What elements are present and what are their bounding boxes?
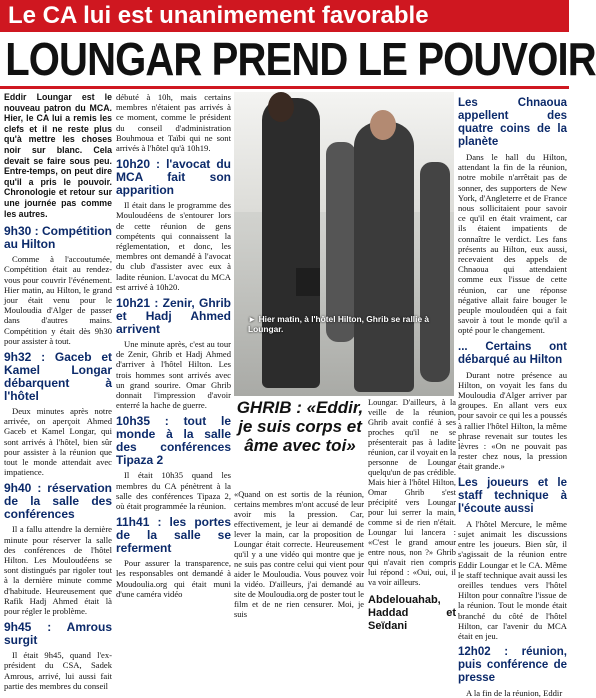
section-text: A l'hôtel Mercure, le même sujet animait les discussions entre les joueurs. Bien sûr, il s'agissait de la réunion entre Eddir Loungar et le CA. Même le staff technique avait aussi les oreilles tendues vers l'hôtel Hilton pour connaître l'issue de la réunion. Tout le monde était branché du côté de l'hôtel Hilton, car l'avenir du MCA était en jeu. <box>458 518 567 641</box>
section-heading: 10h35 : tout le monde à la salle des conférences Tipaza 2 <box>116 414 231 468</box>
section-heading: 10h20 : l'avocat du MCA fait son apparition <box>116 157 231 198</box>
photo-figure <box>420 162 450 382</box>
photo-figure-head <box>268 92 294 122</box>
section-heading: ... Certains ont débarqué au Hilton <box>458 340 567 366</box>
section-heading: Les joueurs et le staff technique à l'écoute aussi <box>458 476 567 515</box>
section-text: Une minute après, c'est au tour de Zenir, Ghrib et Hadj Ahmed d'arriver à l'hôtel Hilton. Les trois hommes sont arrivés avec un grand sourire. Omar Ghrib donnait l'impression d'avoir enterré la hache de guerre. <box>116 339 231 411</box>
column-middle <box>116 92 231 599</box>
photo-figure <box>326 142 356 342</box>
headline-rule <box>0 86 569 89</box>
caption-marker-icon: ► <box>248 314 259 324</box>
section-text: A la fin de la réunion, Eddir <box>466 688 563 698</box>
photo-caption-text: Hier matin, à l'hôtel Hilton, Ghrib se rallie à Loungar. <box>248 314 430 334</box>
section-text: Dans le hall du Hilton, attendant la fin de la réunion, notre mobile n'arrêtait pas de sonner, des supporters de New York, d'Angleterre et de France nous sollicitaient pour savoir ce qu'il en était vraiment, car ils étaient impatients de connaître le verdict. Les fans présents au Hilton, eux aussi, recevaient des appels de Chnaoua qui attendaient comme eux l'issue de cette réunion, car une réponse négative allait faire bouger le peuple mouloudéen qui a fait savoir à tout le monde qu'il a opté pour le changement. <box>458 152 567 336</box>
column-right <box>458 92 567 698</box>
section-text: Il était dans le programme des Mouloudéens de s'entourer lors de cette réunion de gens compétents qui connaissent la réglementation, et donc, les membres ont demandé à l'avocat du club d'assister avec eux à ladite réunion. L'avocat du MCA est arrivé à 10h20. <box>116 200 231 292</box>
section-text: débuté à 10h, mais certains membres n'étaient pas arrivés à ce moment, comme le président du conseil d'administration Bouhmoua et Taïbi qui ne sont arrivés à l'hôtel qu'à 10h19. <box>116 92 231 154</box>
section-text: Pour assurer la transparence, les responsables ont demandé à Moudoulia.org qui était muni d'une caméra vidéo <box>116 558 231 599</box>
quote-headline: GHRIB : «Eddir, je suis corps et âme avec toi» <box>236 398 364 455</box>
section-text: Il était 10h35 quand les membres du CA pénètrent à la salle des conférences Tipaza 2, où était programmée la réunion. <box>116 470 231 512</box>
section-heading: 9h32 : Gaceb et Kamel Longar débarquent à l'hôtel <box>4 349 112 403</box>
quote-continuation <box>368 398 456 632</box>
section-heading: 9h40 : réservation de la salle des conférences <box>4 481 112 522</box>
section-heading: 9h45 : Amrous surgit <box>4 620 112 648</box>
section-text: Durant notre présence au Hilton, on voyait les fans du Mouloudia d'Alger arriver par groupes. En allant vers eux pour savoir ce qui les a poussés à rallier l'hôtel Hilton, la même phrase revenait sur toutes les lèvres : «On ne pouvait pas rester chez nous, la pression était grande.» <box>458 369 567 472</box>
section-heading: Abdelouahab, Haddad et Seïdani <box>368 594 456 632</box>
photo-bag <box>296 268 320 296</box>
section-text: Il a fallu attendre la dernière minute pour réserver la salle des conférences de l'hôtel Hilton. Les Mouloudéens se sont distingués par rigoler tout à la dernière minute comme d'habitude. Heureusement que Rafik Hadj Ahmed était là pour régler le problème. <box>4 524 112 616</box>
photo-figure-head <box>370 110 396 140</box>
photo-figure <box>354 122 414 392</box>
news-photo <box>234 92 454 396</box>
section-text: Loungar. D'ailleurs, à la veille de la réunion, Ghrib avait confié à ses proches qu'il ne se présenterait pas à ladite réunion, car il voyait en la personne de Loungar quelqu'un de pas crédible. Mais hier à l'hôtel Hilton, Omar Ghrib s'est précipité vers Loungar pour lui serrer la main, comme si de rien n'était. Loungar lui lancera : «C'est le grand amour entre nous, non ?» Ghrib qui n'avait rien compris lui répond : «Oui, oui, il va voir ailleurs. <box>368 398 456 587</box>
lead-paragraph: Eddir Loungar est le nouveau patron du MCA. Hier, le CA lui a remis les clefs et il ne reste plus qu'à mettre les choses noir sur blanc. Cela devait se faire sous peu. Entre-temps, on peut dire qu'il a pris le pouvoir. Chronologie et retour sur une journée pas comme les autres. <box>4 92 112 219</box>
section-heading: 10h21 : Zenir, Ghrib et Hadj Ahmed arrivent <box>116 296 231 337</box>
column-left <box>4 92 113 691</box>
section-text: Deux minutes après notre arrivée, on aperçoit Ahmed Gaceb et Kamel Longar, qui sont arrivés à l'hôtel, bien sûr pour assister à la réunion que tout le monde attendait avec impatience. <box>4 405 112 478</box>
section-text: Comme à l'accoutumée, Compétition était au rendez-vous pour couvrir l'événement. Hier matin, au Hilton, le grand jour était venu pour le Mouloudia d'Alger de passer dans d'autres mains. Compétition y était dès 9h30 pour assister à tout. <box>4 254 112 346</box>
headline: LOUNGAR PREND LE POUVOIR <box>5 33 596 85</box>
section-heading: Les Chnaoua appellent des quatre coins de la planète <box>458 97 567 148</box>
photo-caption <box>248 314 438 334</box>
photo-figure <box>262 98 320 388</box>
section-heading: 12h02 : réunion, puis conférence de presse <box>458 646 567 685</box>
section-heading: 9h30 : Compétition au Hilton <box>4 224 113 252</box>
section-text: Il était 9h45, quand l'ex-président du CSA, Sadek Amrous, arrivé, lui aussi fait partie des membres du conseil <box>4 650 112 691</box>
section-heading: 11h41 : les portes de la salle se referment <box>116 515 231 556</box>
quote-text: «Quand on est sortis de la réunion, certains membres m'ont accusé de leur avoir mis la pression. Car, effectivement, je leur ai demandé de lever la main, car la proposition de Loungar était correcte. Heureusement qu'il y a une vidéo qui montre que je ne suis pas contre celui qui vient pour aider le Mouloudia. Vous pouvez voir la vidéo. D'ailleurs, j'ai demandé au site de Mouloudia.org de poster tout le film et de ne rien censurer. Moi, je suis <box>234 490 364 619</box>
kicker-banner: Le CA lui est unanimement favorable <box>0 0 569 32</box>
